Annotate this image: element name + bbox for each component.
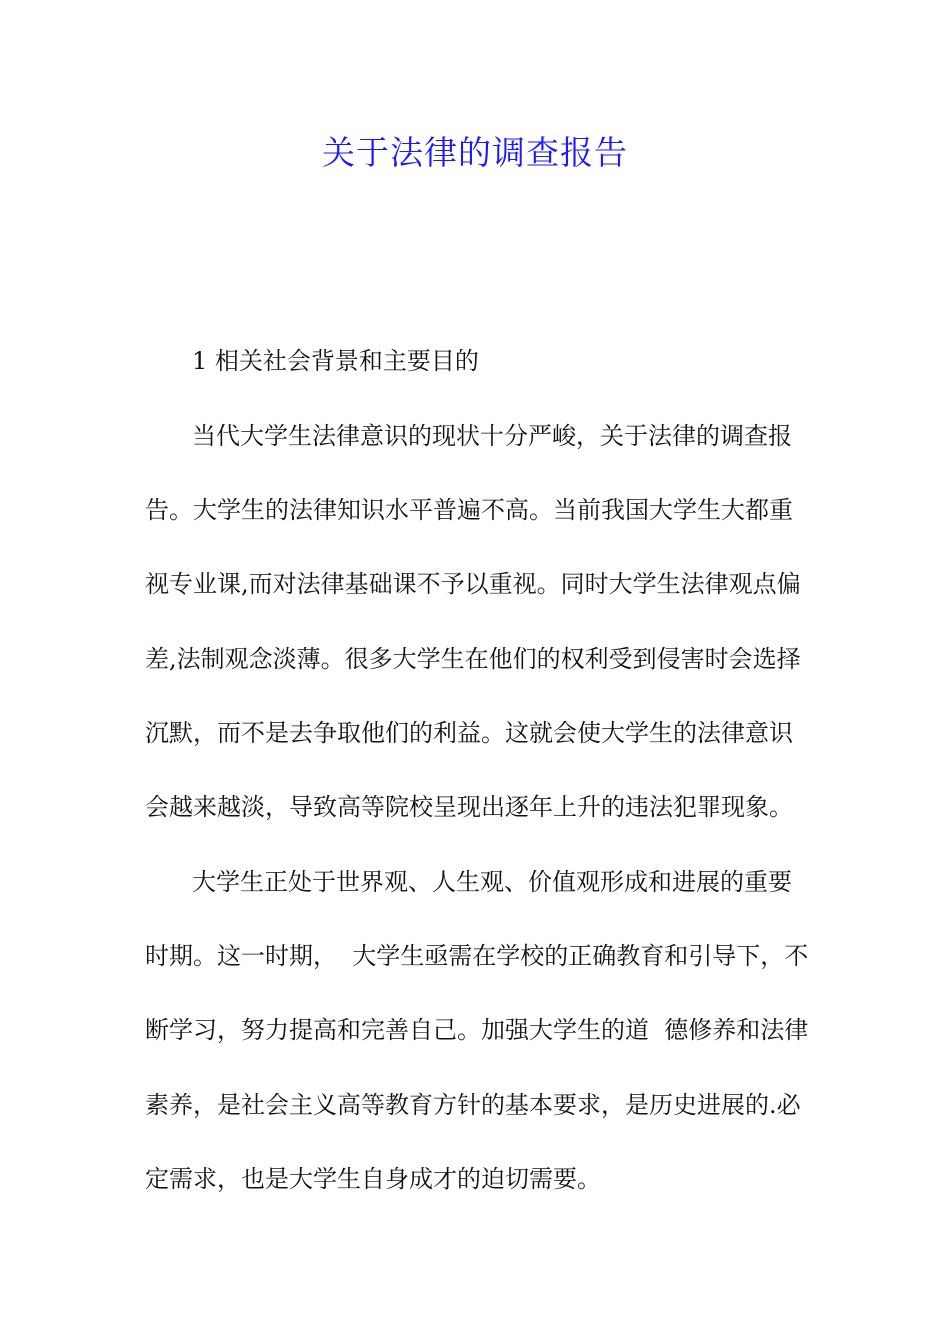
- paragraph-1-line-5: 沉默，而不是去争取他们的利益。这就会使大学生的法律意识: [145, 719, 793, 747]
- section-heading: 1 相关社会背景和主要目的: [192, 347, 479, 375]
- paragraph-2-line-3: 断学习，努力提高和完善自己。加强大学生的道 德修养和法律: [145, 1016, 809, 1044]
- paragraph-1-line-3: 视专业课,而对法律基础课不予以重视。同时大学生法律观点偏: [145, 570, 801, 598]
- paragraph-2-line-5: 定需求，也是大学生自身成才的迫切需要。: [145, 1165, 601, 1193]
- paragraph-2-line-4: 素养，是社会主义高等教育方针的基本要求，是历史进展的.必: [145, 1091, 801, 1119]
- paragraph-1-line-1: 当代大学生法律意识的现状十分严峻，关于法律的调查报: [192, 422, 792, 450]
- paragraph-1-line-6: 会越来越淡，导致高等院校呈现出逐年上升的违法犯罪现象。: [145, 793, 793, 821]
- paragraph-1-line-4: 差,法制观念淡薄。很多大学生在他们的权利受到侵害时会选择: [145, 645, 801, 673]
- paragraph-1-line-2: 告。大学生的法律知识水平普遍不高。当前我国大学生大都重: [145, 496, 793, 524]
- paragraph-2-line-1: 大学生正处于世界观、人生观、价值观形成和进展的重要: [192, 868, 792, 896]
- paragraph-2-line-2: 时期。这一时期， 大学生亟需在学校的正确教育和引导下，不: [145, 942, 809, 970]
- document-title: 关于法律的调查报告: [322, 133, 628, 172]
